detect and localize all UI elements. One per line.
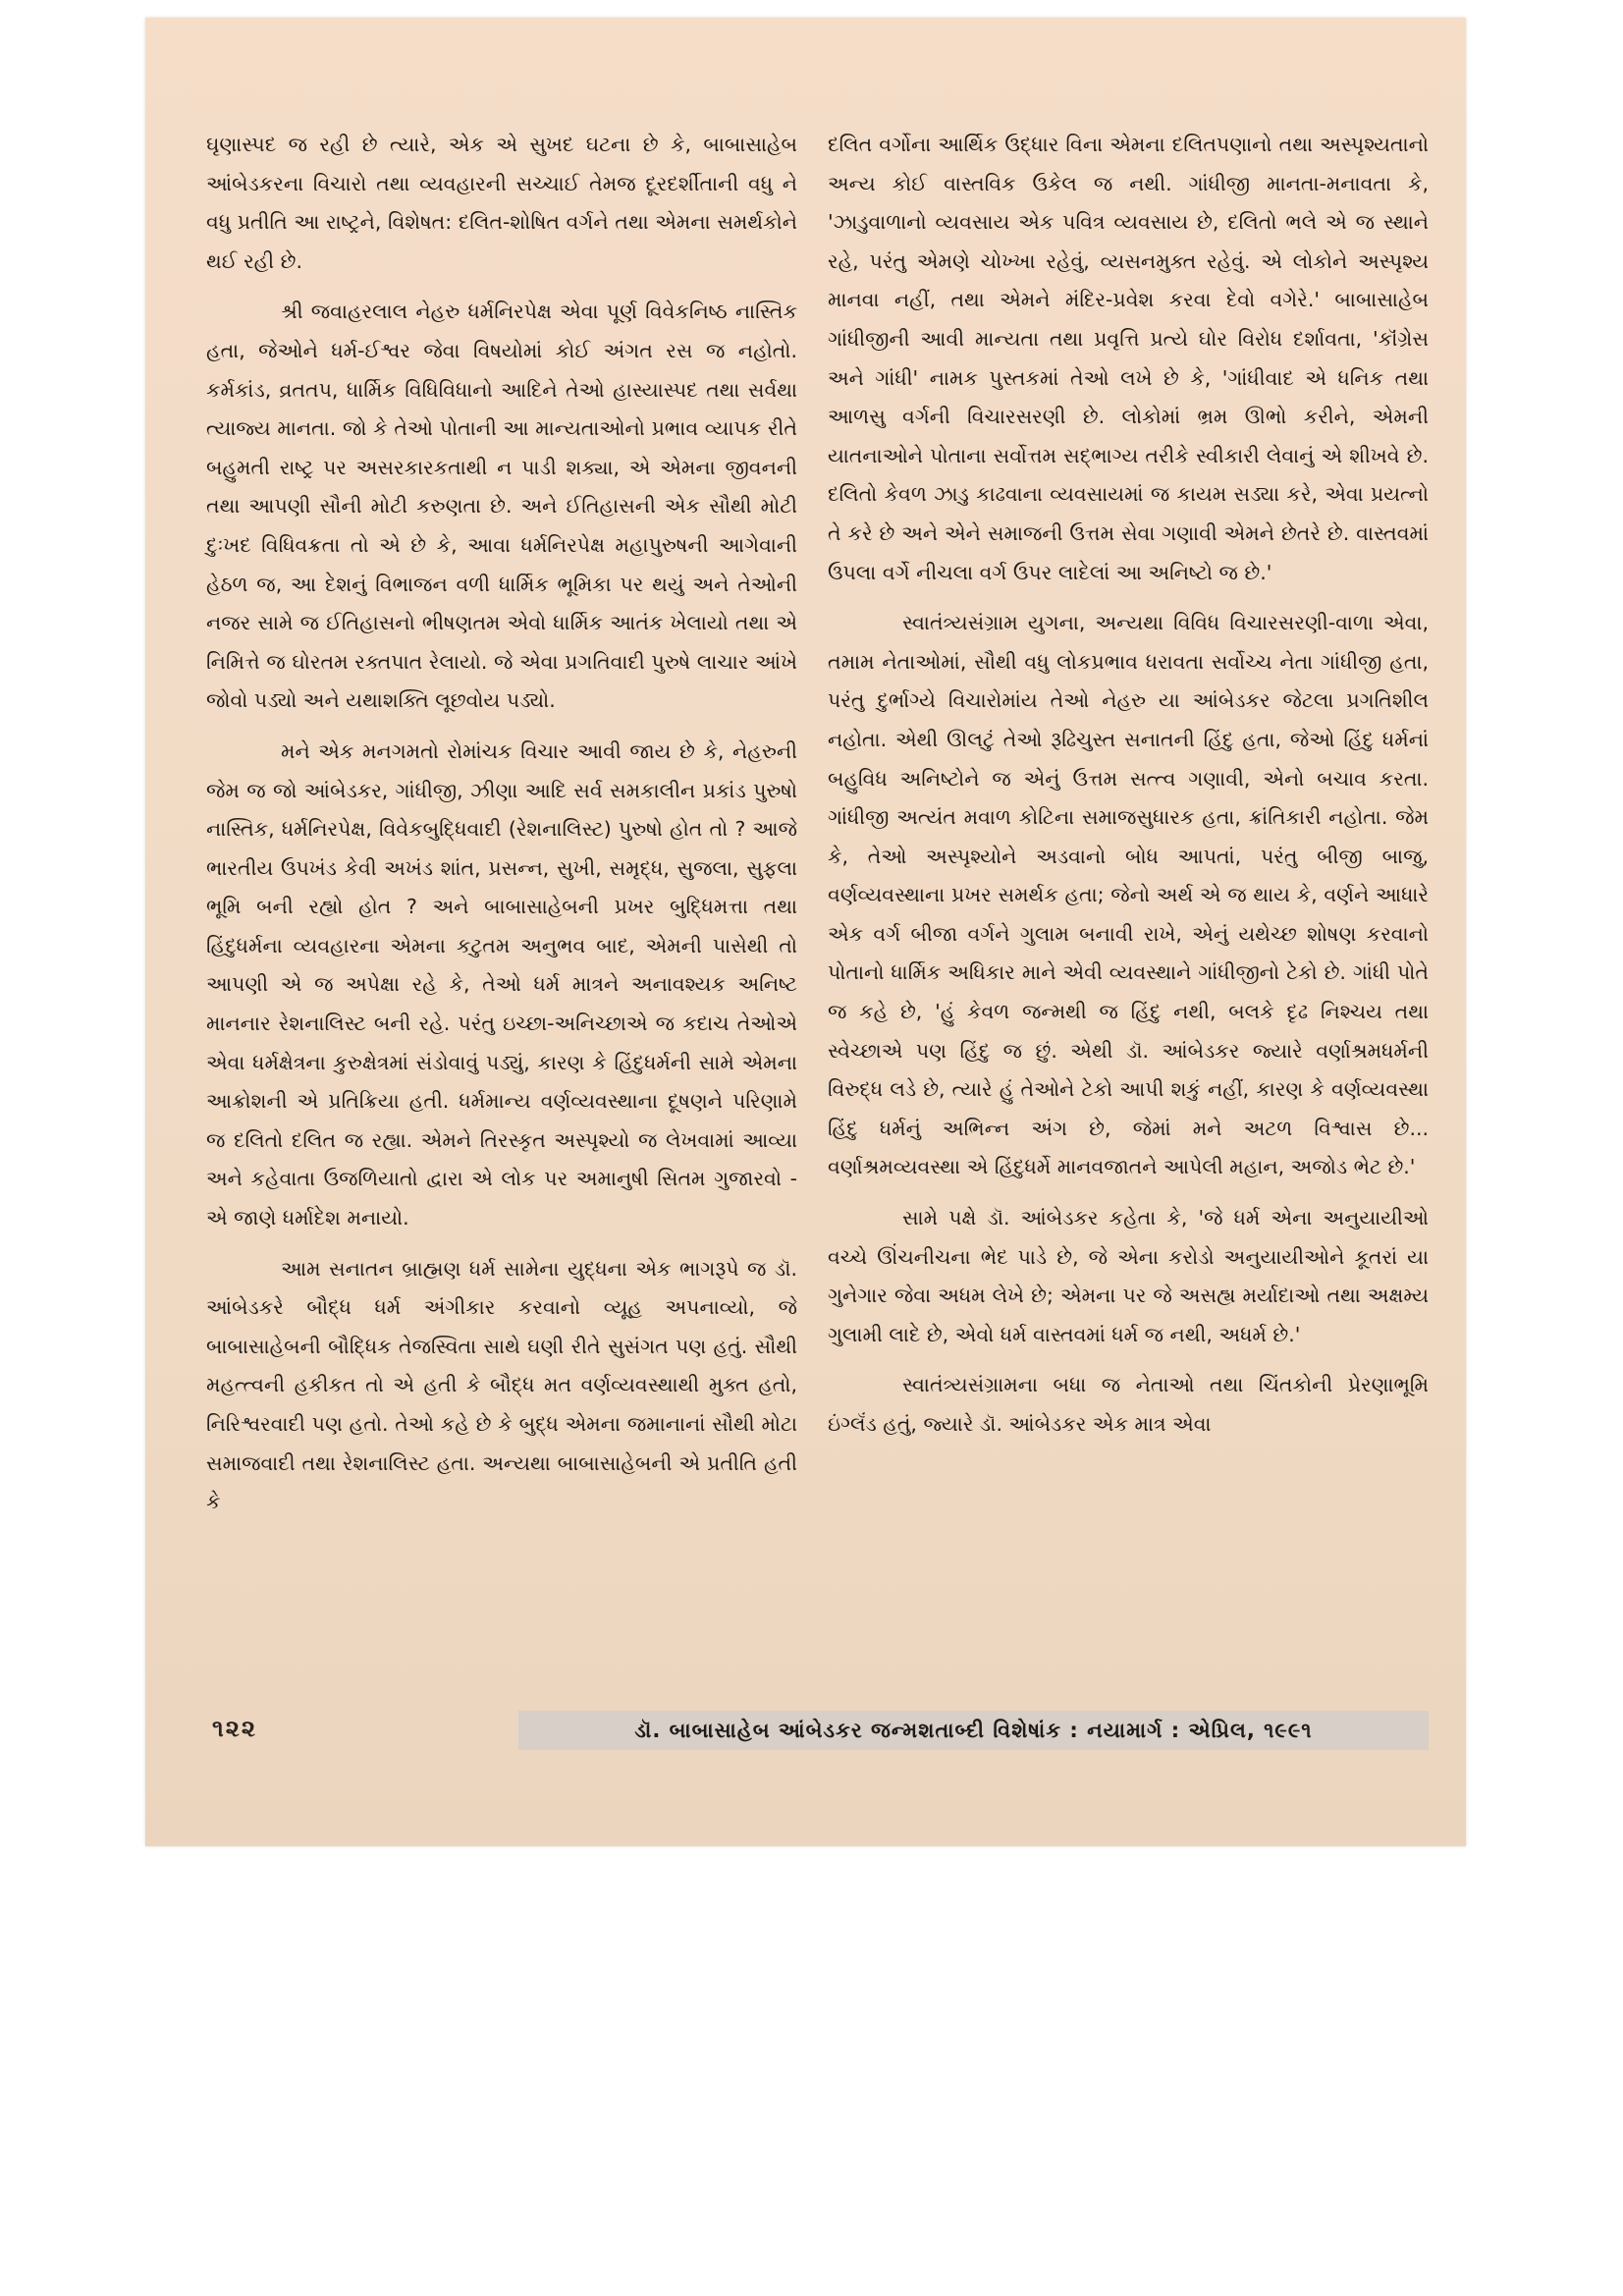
left-column bbox=[206, 126, 797, 1534]
paragraph: આમ સનાતન બ્રાહ્મણ ધર્મ સામેના યુદ્ધના એક ભાગરૂપે જ ડૉ. આંબેડકરે બૌદ્ધ ધર્મ અંગીકાર કરવાનો વ્યૂહ અપનાવ્યો, જે બાબાસાહેબની બૌદ્ધિક તેજસ્વિતા સાથે ઘણી રીતે સુસંગત પણ હતું. સૌથી મહત્ત્વની હકીકત તો એ હતી કે બૌદ્ધ મત વર્ણવ્યવસ્થાથી મુક્ત હતો, નિરિશ્વરવાદી પણ હતો. તેઓ કહે છે કે બુદ્ધ એમના જમાનાનાં સૌથી મોટા સમાજવાદી તથા રેશનાલિસ્ટ હતા. અન્યથા બાબાસાહેબની એ પ્રતીતિ હતી કે bbox=[206, 1256, 797, 1514]
page-footer bbox=[206, 1711, 1429, 1750]
paragraph: સ્વાતંત્ર્યસંગ્રામ યુગના, અન્યથા વિવિધ વિચારસરણી-વાળા એવા, તમામ નેતાઓમાં, સૌથી વધુ લોકપ્રભાવ ધરાવતા સર્વોચ્ચ નેતા ગાંધીજી હતા, પરંતુ દુર્ભાગ્યે વિચારોમાંય તેઓ નેહરુ યા આંબેડકર જેટલા પ્રગતિશીલ નહોતા. એથી ઊલટું તેઓ રૂઢિચુસ્ત સનાતની હિંદુ હતા, જેઓ હિંદુ ધર્મનાં બહુવિધ અનિષ્ટોને જ એનું ઉત્તમ સત્ત્વ ગણાવી, એનો બચાવ કરતા. ગાંધીજી અત્યંત મવાળ કોટિના સમાજસુધારક હતા, ક્રાંતિકારી નહોતા. જેમ કે, તેઓ અસ્પૃશ્યોને અડવાનો બોધ આપતાં, પરંતુ બીજી બાજુ, વર્ણવ્યવસ્થાના પ્રખર સમર્થક હતા; જેનો અર્થ એ જ થાય કે, વર્ણને આધારે એક વર્ગ બીજા વર્ગને ગુલામ બનાવી રાખે, એનું યથેચ્છ શોષણ કરવાનો પોતાનો ધાર્મિક અધિકાર માને એવી વ્યવસ્થાને ગાંધીજીનો ટેકો છે. ગાંધી પોતે જ કહે છે, 'હું કેવળ જન્મથી જ હિંદુ નથી, બલકે દૃઢ નિશ્ચય તથા સ્વેચ્છાએ પણ હિંદુ જ છું. એથી ડૉ. આંબેડકર જ્યારે વર્ણાશ્રમધર્મની વિરુદ્ધ લડે છે, ત્યારે હું તેઓને ટેકો આપી શકું નહીં, કારણ કે વર્ણવ્યવસ્થા હિંદુ ધર્મનું અભિન્ન અંગ છે, જેમાં મને અટળ વિશ્વાસ છે... વર્ણાશ્રમવ્યવસ્થા એ હિંદુધર્મે માનવજાતને આપેલી મહાન, અજોડ ભેટ છે.' bbox=[828, 611, 1429, 1179]
paragraph: સામે પક્ષે ડૉ. આંબેડકર કહેતા કે, 'જે ધર્મ એના અનુયાયીઓ વચ્ચે ઊંચનીચના ભેદ પાડે છે, જે એના કરોડો અનુયાયીઓને કૂતરાં યા ગુનેગાર જેવા અધમ લેખે છે; એમના પર જે અસહ્ય મર્યાદાઓ તથા અક્ષમ્ય ગુલામી લાદે છે, એવો ધર્મ વાસ્તવમાં ધર્મ જ નથી, અધર્મ છે.' bbox=[828, 1206, 1429, 1346]
paragraph: મને એક મનગમતો રોમાંચક વિચાર આવી જાય છે કે, નેહરુની જેમ જ જો આંબેડકર, ગાંધીજી, ઝીણા આદિ સર્વ સમકાલીન પ્રકાંડ પુરુષો નાસ્તિક, ધર્મનિરપેક્ષ, વિવેકબુદ્ધિવાદી (રેશનાલિસ્ટ) પુરુષો હોત તો ? આજે ભારતીય ઉપખંડ કેવી અખંડ શાંત, પ્રસન્ન, સુખી, સમૃદ્ધ, સુજલા, સુફલા ભૂમિ બની રહ્યો હોત ? અને બાબાસાહેબની પ્રખર બુદ્ધિમત્તા તથા હિંદુધર્મના વ્યવહારના એમના કટુતમ અનુભવ બાદ, એમની પાસેથી તો આપણી એ જ અપેક્ષા રહે કે, તેઓ ધર્મ માત્રને અનાવશ્યક અનિષ્ટ માનનાર રેશનાલિસ્ટ બની રહે. પરંતુ ઇચ્છા-અનિચ્છાએ જ કદાચ તેઓએ એવા ધર્મક્ષેત્રના કુરુક્ષેત્રમાં સંડોવાવું પડ્યું, કારણ કે હિંદુધર્મની સામે એમના આક્રોશની એ પ્રતિક્રિયા હતી. ધર્મમાન્ય વર્ણવ્યવસ્થાના દૂષણને પરિણામે જ દલિતો દલિત જ રહ્યા. એમને તિરસ્કૃત અસ્પૃશ્યો જ લેખવામાં આવ્યા અને કહેવાતા ઉજળિયાતો દ્વારા એ લોક પર અમાનુષી સિતમ ગુજારવો - એ જાણે ધર્માદેશ મનાયો. bbox=[206, 738, 797, 1230]
page-number: ૧૨૨ bbox=[212, 1715, 257, 1742]
paragraph: સ્વાતંત્ર્યસંગ્રામના બધા જ નેતાઓ તથા ચિંતકોની પ્રેરણાભૂમિ ઇંગ્લૅંડ હતું, જ્યારે ડૉ. આંબેડકર એક માત્ર એવા bbox=[828, 1373, 1429, 1436]
paragraph: ઘૃણાસ્પદ જ રહી છે ત્યારે, એક એ સુખદ ઘટના છે કે, બાબાસાહેબ આંબેડકરના વિચારો તથા વ્યવહારની સચ્ચાઈ તેમજ દૂરદર્શીતાની વધુ ને વધુ પ્રતીતિ આ રાષ્ટ્રને, વિશેષત: દલિત-શોષિત વર્ગને તથા એમના સમર્થકોને થઈ રહી છે. bbox=[206, 133, 797, 273]
paragraph: દલિત વર્ગોના આર્થિક ઉદ્ધાર વિના એમના દલિતપણાનો તથા અસ્પૃશ્યતાનો અન્ય કોઈ વાસ્તવિક ઉકેલ જ નથી. ગાંધીજી માનતા-મનાવતા કે, 'ઝાડુવાળાનો વ્યવસાય એક પવિત્ર વ્યવસાય છે, દલિતો ભલે એ જ સ્થાને રહે, પરંતુ એમણે ચોખ્ખા રહેવું, વ્યસનમુક્ત રહેવું. એ લોકોને અસ્પૃશ્ય માનવા નહીં, તથા એમને મંદિર-પ્રવેશ કરવા દેવો વગેરે.' બાબાસાહેબ ગાંધીજીની આવી માન્યતા તથા પ્રવૃત્તિ પ્રત્યે ઘોર વિરોધ દર્શાવતા, 'કૉંગ્રેસ અને ગાંધી' નામક પુસ્તકમાં તેઓ લખે છે કે, 'ગાંધીવાદ એ ધનિક તથા આળસુ વર્ગની વિચારસરણી છે. લોકોમાં ભ્રમ ઊભો કરીને, એમની યાતનાઓને પોતાના સર્વોત્તમ સદ્ભાગ્ય તરીકે સ્વીકારી લેવાનું એ શીખવે છે. દલિતો કેવળ ઝાડુ કાઢવાના વ્યવસાયમાં જ કાયમ સડ્યા કરે, એવા પ્રયત્નો તે કરે છે અને એને સમાજની ઉત્તમ સેવા ગણાવી એમને છેતરે છે. વાસ્તવમાં ઉપલા વર્ગે નીચલા વર્ગ ઉપર લાદેલાં આ અનિષ્ટો જ છે.' bbox=[828, 133, 1429, 584]
scanned-page bbox=[145, 18, 1466, 1846]
paragraph: શ્રી જવાહરલાલ નેહરુ ધર્મનિરપેક્ષ એવા પૂર્ણ વિવેકનિષ્ઠ નાસ્તિક હતા, જેઓને ધર્મ-ઈશ્વર જેવા વિષયોમાં કોઈ અંગત રસ જ નહોતો. કર્મકાંડ, વ્રતતપ, ધાર્મિક વિધિવિધાનો આદિને તેઓ હાસ્યાસ્પદ તથા સર્વથા ત્યાજ્ય માનતા. જો કે તેઓ પોતાની આ માન્યતાઓનો પ્રભાવ વ્યાપક રીતે બહુમતી રાષ્ટ્ર પર અસરકારકતાથી ન પાડી શક્યા, એ એમના જીવનની તથા આપણી સૌની મોટી કરુણતા છે. અને ઈતિહાસની એક સૌથી મોટી દુઃખદ વિધિવક્રતા તો એ છે કે, આવા ધર્મનિરપેક્ષ મહાપુરુષની આગેવાની હેઠળ જ, આ દેશનું વિભાજન વળી ધાર્મિક ભૂમિકા પર થયું અને તેઓની નજર સામે જ ઈતિહાસનો ભીષણતમ એવો ધાર્મિક આતંક ખેલાયો તથા એ નિમિત્તે જ ઘોરતમ રક્તપાત રેલાયો. જે એવા પ્રગતિવાદી પુરુષે લાચાર આંખે જોવો પડ્યો અને યથાશક્તિ લૂછવોય પડ્યો. bbox=[206, 300, 797, 713]
running-footer: ડૉ. બાબાસાહેબ આંબેડકર જન્મશતાબ્દી વિશેષાંક : નયામાર્ગ : એપ્રિલ, ૧૯૯૧ bbox=[518, 1711, 1429, 1750]
right-column bbox=[828, 126, 1429, 1456]
